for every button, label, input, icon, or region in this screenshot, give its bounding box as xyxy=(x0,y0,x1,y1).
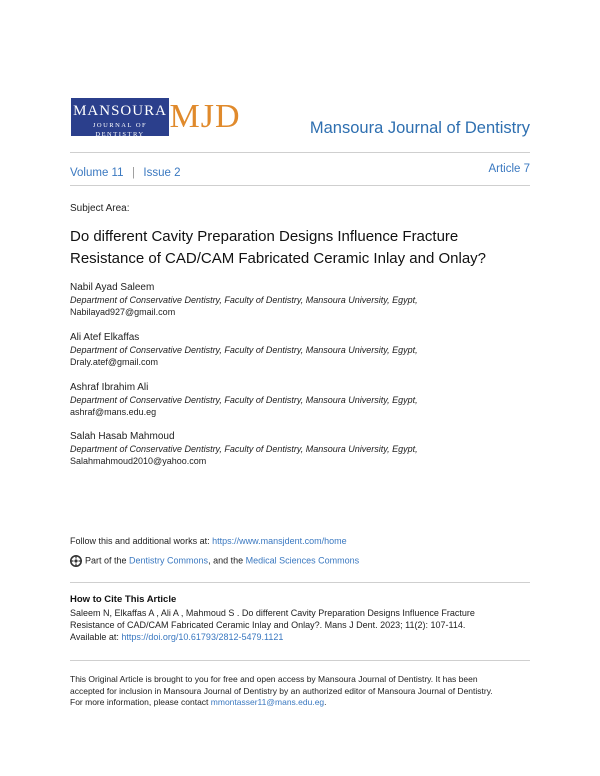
footer-line: accepted for inclusion in Mansoura Journal of Dentistry by an authorized editor of Mansoura Journal of Dentistry. xyxy=(70,685,493,696)
home-link[interactable]: https://www.mansjdent.com/home xyxy=(212,536,347,546)
journal-title[interactable]: Mansoura Journal of Dentistry xyxy=(309,119,530,137)
contact-email-link[interactable]: mmontasser11@mans.edu.eg xyxy=(210,697,325,707)
issue-breadcrumb xyxy=(70,163,180,181)
author-email: Draly.atef@gmail.com xyxy=(70,357,158,367)
author-block xyxy=(70,431,540,466)
citation-line: Saleem N, Elkaffas A , Ali A , Mahmoud S . Do different Cavity Preparation Designs Influence Fracture xyxy=(70,608,475,618)
divider xyxy=(70,582,530,583)
author-block xyxy=(70,382,540,417)
breadcrumb-separator: | xyxy=(131,167,135,179)
author-block xyxy=(70,332,540,367)
author-name: Nabil Ayad Saleem xyxy=(70,282,155,293)
author-affiliation: Department of Conservative Dentistry, Faculty of Dentistry, Mansoura University, Egypt, xyxy=(70,345,418,355)
medical-sciences-commons-link[interactable]: Medical Sciences Commons xyxy=(245,555,360,566)
author-affiliation: Department of Conservative Dentistry, Faculty of Dentistry, Mansoura University, Egypt, xyxy=(70,295,418,305)
author-block xyxy=(70,282,540,317)
follow-prefix: Follow this and additional works at: xyxy=(70,536,213,546)
author-email: Salahmahmoud2010@yahoo.com xyxy=(70,456,207,466)
divider xyxy=(70,660,530,661)
contact-suffix: . xyxy=(324,697,327,707)
author-affiliation: Department of Conservative Dentistry, Faculty of Dentistry, Mansoura University, Egypt, xyxy=(70,444,418,454)
issue-link[interactable]: Issue 2 xyxy=(143,167,181,179)
author-affiliation: Department of Conservative Dentistry, Faculty of Dentistry, Mansoura University, Egypt, xyxy=(70,395,418,405)
author-name: Salah Hasab Mahmoud xyxy=(70,431,175,442)
logo-line1: MANSOURA xyxy=(73,103,167,119)
part-of-middle: , and the xyxy=(208,555,246,566)
author-name: Ashraf Ibrahim Ali xyxy=(70,382,149,393)
article-title xyxy=(70,226,540,270)
footer-line: This Original Article is brought to you for free and open access by Mansoura Journal of Dentistry. It has been xyxy=(70,674,478,684)
available-prefix: Available at: xyxy=(70,632,122,642)
footer-contact-line xyxy=(70,697,540,709)
article-number[interactable]: Article 7 xyxy=(488,163,530,175)
part-of-prefix: Part of the xyxy=(85,555,130,566)
citation-line: Resistance of CAD/CAM Fabricated Ceramic Inlay and Onlay?. Mans J Dent. 2023; 11(2): 107-114. xyxy=(70,620,466,630)
divider xyxy=(70,185,530,186)
open-access-icon xyxy=(70,555,82,567)
contact-prefix: For more information, please contact xyxy=(70,697,211,707)
author-name: Ali Atef Elkaffas xyxy=(70,332,140,343)
author-email: Nabilayad927@gmail.com xyxy=(70,307,176,317)
part-of-line xyxy=(70,555,359,567)
citation-availability xyxy=(70,631,540,643)
cite-heading: How to Cite This Article xyxy=(70,594,177,605)
logo-mark: MJD xyxy=(169,98,241,135)
journal-logo xyxy=(71,98,241,136)
title-line: Resistance of CAD/CAM Fabricated Ceramic Inlay and Onlay? xyxy=(70,250,487,267)
volume-link[interactable]: Volume 11 xyxy=(70,167,124,179)
divider xyxy=(70,152,530,153)
dentistry-commons-link[interactable]: Dentistry Commons xyxy=(129,555,209,566)
doi-link[interactable]: https://doi.org/10.61793/2812-5479.1121 xyxy=(121,632,284,642)
logo-wordmark xyxy=(71,98,169,136)
follow-line xyxy=(70,536,347,546)
logo-line2: JOURNAL OF DENTISTRY xyxy=(92,122,148,138)
title-line: Do different Cavity Preparation Designs Influence Fracture xyxy=(70,228,459,245)
author-email: ashraf@mans.edu.eg xyxy=(70,407,157,417)
citation-text xyxy=(70,607,540,643)
footer-notice xyxy=(70,674,540,709)
subject-area-label: Subject Area: xyxy=(70,203,130,214)
